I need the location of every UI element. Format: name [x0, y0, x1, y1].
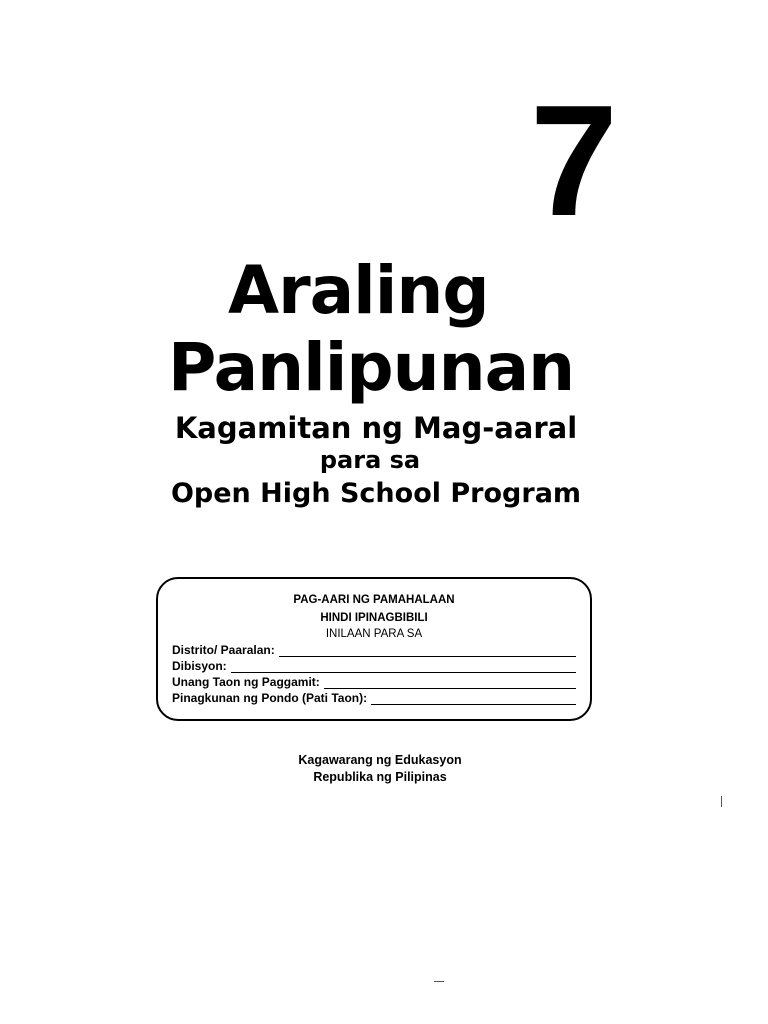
subtitle-line-3: Open High School Program: [170, 478, 582, 509]
field-pinagkunan-ng-pondo: [172, 689, 576, 705]
scan-mark: [434, 981, 444, 982]
subtitle-line-1: Kagamitan ng Mag-aaral: [174, 411, 578, 445]
ownership-line-3: INILAAN PARA SA: [325, 628, 423, 640]
footer-department: Kagawarang ng Edukasyon: [298, 753, 462, 767]
field-label: Pinagkunan ng Pondo (Pati Taon):: [172, 691, 368, 705]
field-dibisyon: [172, 657, 576, 673]
field-blank-line: [324, 678, 576, 689]
subtitle-line-2: para sa: [319, 446, 421, 474]
ownership-line-2: HINDI IPINAGBIBILI: [320, 612, 428, 624]
field-distrito-paaralan: [172, 641, 576, 657]
ownership-line-1: PAG-AARI NG PAMAHALAAN: [293, 594, 455, 606]
field-blank-line: [371, 694, 576, 705]
field-unang-taon: [172, 673, 576, 689]
title-line-2: Panlipunan: [168, 329, 575, 406]
title-line-1: Araling: [228, 252, 489, 329]
field-label: Dibisyon:: [172, 659, 227, 673]
field-label: Unang Taon ng Paggamit:: [172, 675, 320, 689]
field-label: Distrito/ Paaralan:: [172, 643, 275, 657]
field-blank-line: [279, 646, 576, 657]
scan-mark: [721, 796, 722, 807]
grade-number: 7: [530, 73, 616, 249]
footer-republic: Republika ng Pilipinas: [313, 770, 447, 784]
ownership-box: [156, 577, 592, 721]
field-blank-line: [231, 662, 576, 673]
